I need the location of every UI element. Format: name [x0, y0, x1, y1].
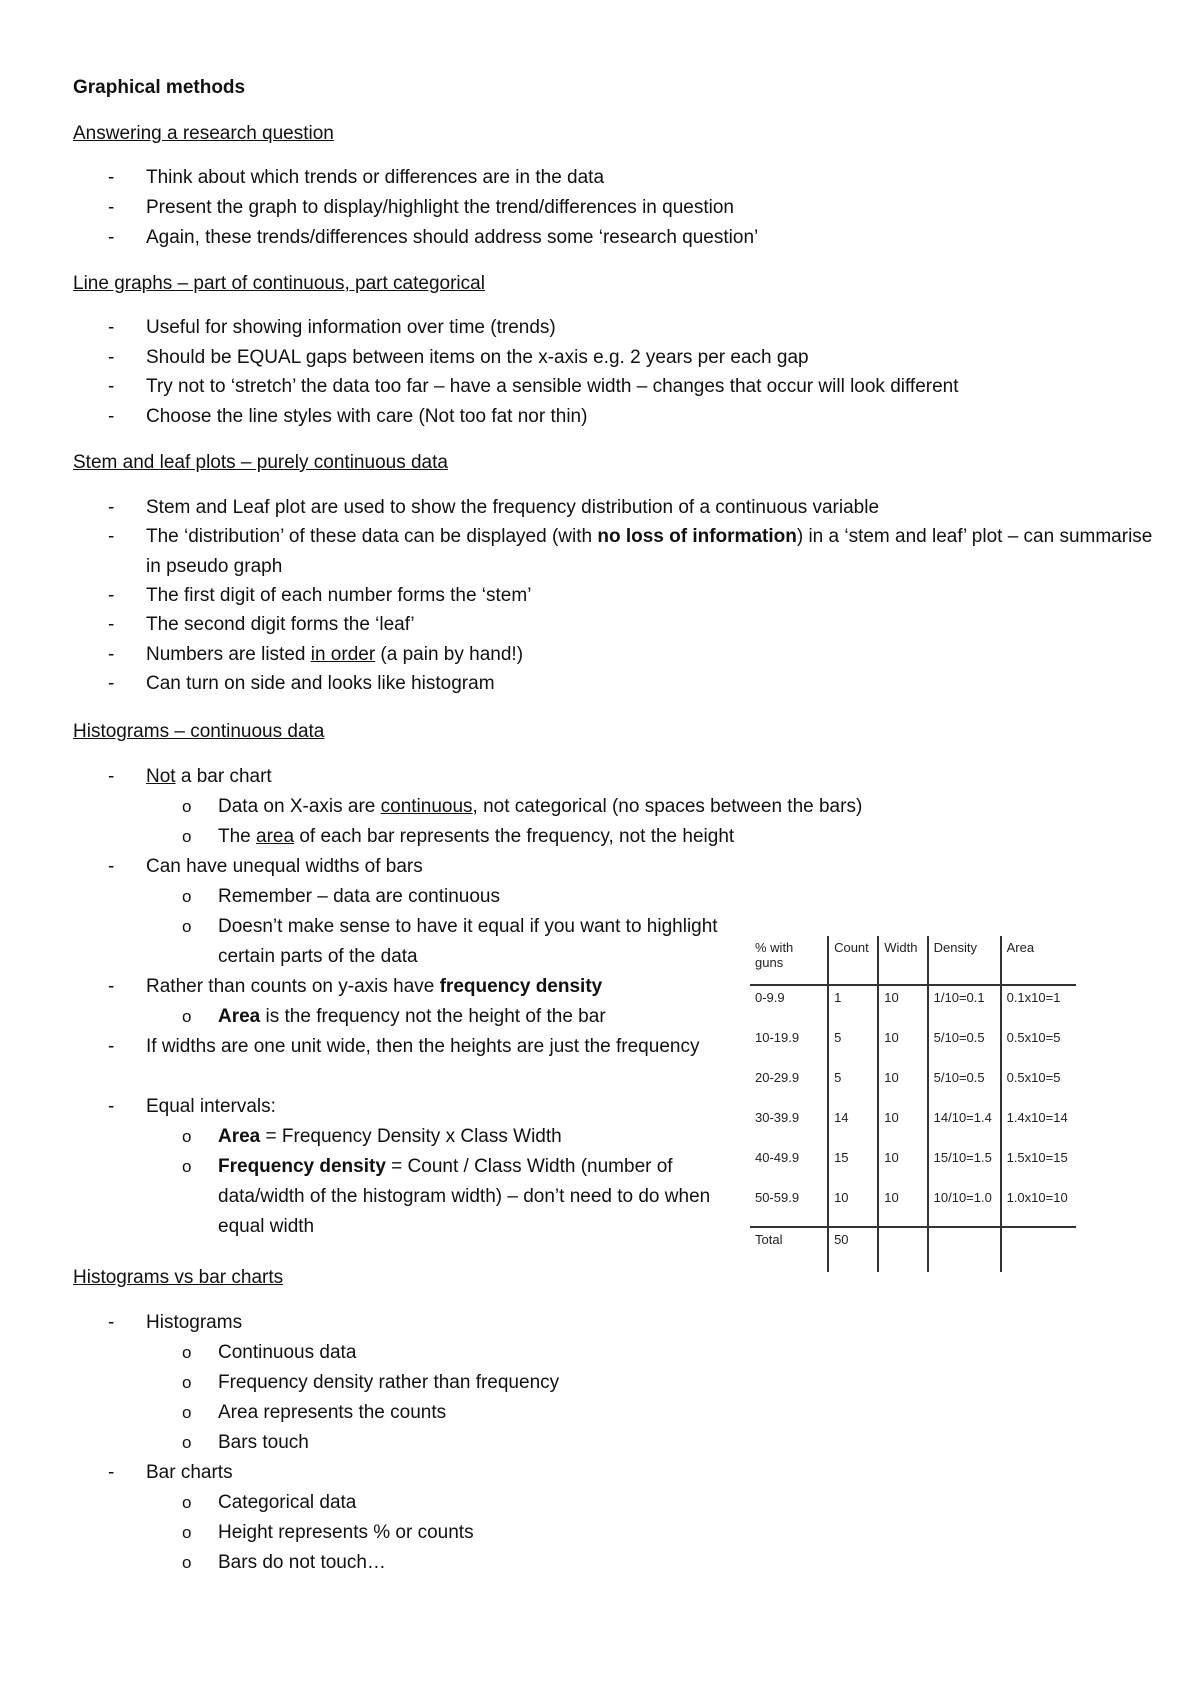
dash-marker: - [108, 1312, 115, 1333]
table-cell: 5/10=0.5 [928, 1026, 1001, 1066]
bullet-marker: o [182, 797, 192, 816]
table-cell: 40-49.9 [755, 1150, 800, 1165]
table-total-row [750, 1227, 1076, 1272]
table-cell: 5 [828, 1066, 878, 1106]
dash-marker: - [108, 585, 115, 606]
table-cell: 1.4x10=14 [1001, 1106, 1076, 1146]
dash-marker: - [108, 856, 115, 877]
page-title: Graphical methods [73, 77, 246, 98]
table-cell: 1 [828, 985, 878, 1026]
table-cell: 10 [828, 1186, 878, 1227]
bullet-marker: o [182, 1553, 192, 1572]
dash-marker: - [108, 766, 115, 787]
table-cell: 10 [878, 1146, 927, 1186]
dash-marker: - [108, 406, 115, 427]
table-cell [878, 1227, 927, 1272]
table-cell: 10 [878, 1026, 927, 1066]
section-heading-line-graphs: Line graphs – part of continuous, part categorical [73, 273, 485, 294]
emphasis-no-loss: no loss of information [597, 526, 797, 547]
bullet-marker: o [182, 1157, 192, 1176]
dash-marker: - [108, 197, 115, 218]
table-header-cell: Count [828, 936, 878, 985]
section-heading-research-question: Answering a research question [73, 123, 334, 144]
table-cell: 10 [878, 985, 927, 1026]
dash-marker: - [108, 497, 115, 518]
bullet-marker: o [182, 1493, 192, 1512]
bullet-marker: o [182, 1343, 192, 1362]
table-cell: 15/10=1.5 [928, 1146, 1001, 1186]
table-row [750, 1106, 1076, 1146]
table-cell: 10-19.9 [755, 1030, 800, 1045]
dash-marker: - [108, 1036, 115, 1057]
table-cell [1001, 1227, 1076, 1272]
table-cell: 30-39.9 [755, 1110, 800, 1125]
section-heading-histograms: Histograms – continuous data [73, 721, 325, 742]
table-header-cell: % with guns [750, 936, 828, 985]
table-row [750, 1146, 1076, 1186]
table-cell: 14 [828, 1106, 878, 1146]
bullet-marker: o [182, 1007, 192, 1026]
bullet-marker: o [182, 1403, 192, 1422]
table-cell [928, 1227, 1001, 1272]
table-cell: 1.0x10=10 [1001, 1186, 1076, 1227]
table-cell: 10 [878, 1186, 927, 1227]
dash-marker: - [108, 1462, 115, 1483]
bullet-marker: o [182, 1127, 192, 1146]
table-row [750, 1186, 1076, 1227]
table-cell: 50-59.9 [755, 1190, 800, 1205]
dash-marker: - [108, 317, 115, 338]
dash-marker: - [108, 167, 115, 188]
table-cell: 1/10=0.1 [928, 985, 1001, 1026]
table-row [750, 1026, 1076, 1066]
document-page: Graphical methods Answering a research question - Think about which trends or differences are in the data - Present the graph to display/highlight the trend/differences in question - Again, these trends/differences should address some ‘research question’ Line graphs – part of continuous, part categorical - Useful for showing information over time (trends) - Should be EQUAL gaps between items on the x-axis e.g. 2 years per each gap - Try not to ‘stretch’ the data too far – have a sensible width – changes that occur will look different - Choose the line styles with care (Not too fat nor thin) Stem and leaf plots – purely continuous data - Stem and Leaf plot are used to show the frequency distribution of a continuous variable - The ‘distribution’ of these data can be displayed (with no loss of information) in a ‘stem and leaf’ plot – can summarise in pseudo graph - The first digit of each number forms the ‘stem’ - The second digit forms the ‘leaf’ - Numbers are listed in order (a pain by hand!) - Can turn on side and looks like histogram Histograms – continuous data - Not a bar chart o Data on X-axis are continuous, not categorical (no spaces between the bars) o The area of each bar represents the frequency, not the height - Can have unequal widths of bars o Remember – data are continuous o Doesn’t make sense to have it equal if you want to highlight certain parts of the data - Rather than counts on y-axis have frequency density o Area is the frequency not the height of the bar - If widths are one unit wide, then the heights are just the frequency - Equal intervals: o Area = Frequency Density x Class Width o Frequency density = Count / Class Width (number of data/width of the histogram width) – don’t need to do when equal width % with guns Count Width Density Area 0-9.9 1 10 1/10=0.1 0.1x10=1 10-19.9 5 10 5/10=0.5 0.5x10=5 20-29.9 5 10 5/10=0.5 0.5x10=5 30-39.9 14 10 14/10=1.4 1.4x10=14 40-49.9 15 10 15/10=1.5 1.5x10=15 50-59.9 10 10 10/10=1.0 1.0x10=10 Total 50 Histograms vs bar charts - Histograms o Continuous data o Frequency density rather than frequency o Area represents the counts o Bars touch - Bar charts o Categorical data o Height represents % or counts o Bars do not touch… [73, 77, 1153, 1573]
bullet-marker: o [182, 1373, 192, 1392]
bullet-marker: o [182, 1523, 192, 1542]
dash-marker: - [108, 614, 115, 635]
table-cell: 0.5x10=5 [1001, 1066, 1076, 1106]
dash-marker: - [108, 1096, 115, 1117]
bullet-marker: o [182, 887, 192, 906]
table-cell: Total [750, 1227, 828, 1272]
table-cell: 0.1x10=1 [1001, 985, 1076, 1026]
bullet-marker: o [182, 917, 192, 936]
table-cell: 5 [828, 1026, 878, 1066]
table-header-cell: Area [1001, 936, 1076, 985]
bullet-marker: o [182, 827, 192, 846]
table-cell: 1.5x10=15 [1001, 1146, 1076, 1186]
dash-marker: - [108, 376, 115, 397]
frequency-density-table [750, 936, 1076, 1272]
table-cell: 14/10=1.4 [928, 1106, 1001, 1146]
table-cell: 15 [828, 1146, 878, 1186]
table-row [750, 1066, 1076, 1106]
table-cell: 10 [878, 1106, 927, 1146]
dash-marker: - [108, 347, 115, 368]
dash-marker: - [108, 227, 115, 248]
section-heading-stem-and-leaf: Stem and leaf plots – purely continuous data [73, 452, 448, 473]
table-cell: 0.5x10=5 [1001, 1026, 1076, 1066]
dash-marker: - [108, 673, 115, 694]
table-row [750, 985, 1076, 1026]
table-header-cell: Width [878, 936, 927, 985]
table-cell: 5/10=0.5 [928, 1066, 1001, 1106]
table-cell: 10 [878, 1066, 927, 1106]
bullet-marker: o [182, 1433, 192, 1452]
section-heading-histograms-vs-bar-charts: Histograms vs bar charts [73, 1267, 284, 1288]
table-header-row [750, 936, 1076, 985]
table-header-cell: Density [928, 936, 1001, 985]
table-cell: 50 [828, 1227, 878, 1272]
dash-marker: - [108, 976, 115, 997]
table-cell: 10/10=1.0 [928, 1186, 1001, 1227]
table-cell: 0-9.9 [755, 990, 785, 1005]
dash-marker: - [108, 526, 115, 547]
dash-marker: - [108, 644, 115, 665]
table-cell: 20-29.9 [755, 1070, 800, 1085]
